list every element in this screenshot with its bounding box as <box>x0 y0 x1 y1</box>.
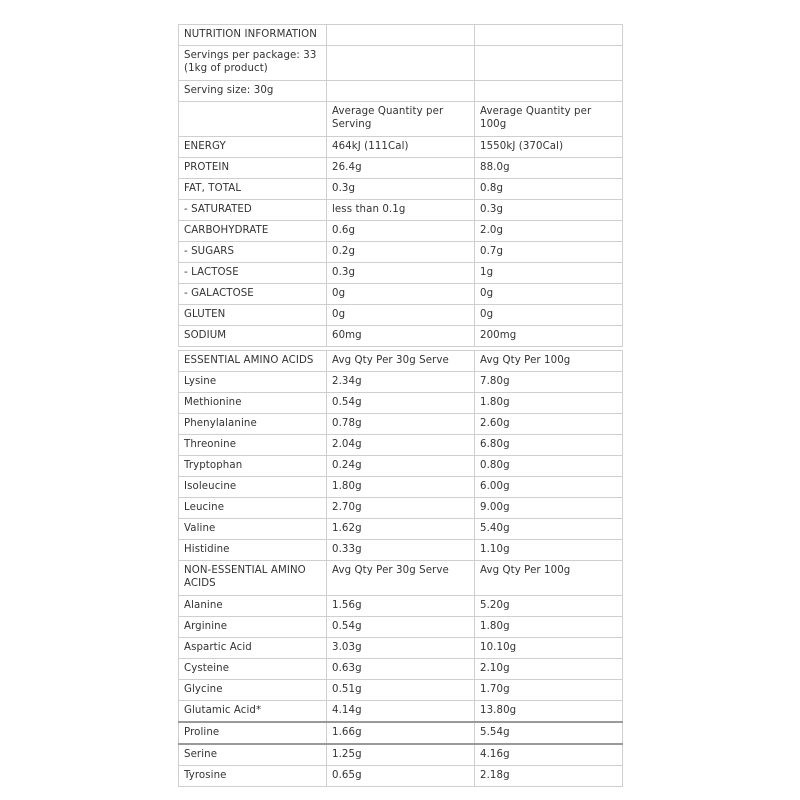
table-row <box>179 351 623 372</box>
non-essential-amino-acids-header: NON-ESSENTIAL AMINO ACIDS <box>179 561 327 596</box>
nutrient-name: Valine <box>179 519 327 540</box>
per-serving-value: less than 0.1g <box>327 200 475 221</box>
per-100g-value: 5.54g <box>475 722 623 744</box>
table-row <box>179 25 623 46</box>
per-serving-value: 1.56g <box>327 596 475 617</box>
empty-cell <box>475 25 623 46</box>
table-row <box>179 456 623 477</box>
column-header-per-serving: Avg Qty Per 30g Serve <box>327 561 475 596</box>
per-100g-value: 0.8g <box>475 179 623 200</box>
nutrition-information-table <box>178 24 623 347</box>
column-header-per-100g: Avg Qty Per 100g <box>475 351 623 372</box>
nutrient-name: - SATURATED <box>179 200 327 221</box>
per-serving-value: 0.54g <box>327 617 475 638</box>
per-serving-value: 0g <box>327 305 475 326</box>
per-100g-value: 200mg <box>475 326 623 347</box>
per-serving-value: 0.3g <box>327 263 475 284</box>
table-row <box>179 221 623 242</box>
nutrient-name: CARBOHYDRATE <box>179 221 327 242</box>
table-row <box>179 46 623 81</box>
amino-acids-table <box>178 350 623 787</box>
per-serving-value: 464kJ (111Cal) <box>327 137 475 158</box>
nutrient-name: - GALACTOSE <box>179 284 327 305</box>
per-serving-value: 2.70g <box>327 498 475 519</box>
nutrient-name: Methionine <box>179 393 327 414</box>
nutrient-name: Glutamic Acid* <box>179 701 327 723</box>
per-serving-value: 1.62g <box>327 519 475 540</box>
table-row <box>179 263 623 284</box>
per-serving-value: 1.66g <box>327 722 475 744</box>
servings-per-package: Servings per package: 33 (1kg of product) <box>179 46 327 81</box>
nutrient-name: ENERGY <box>179 137 327 158</box>
table-row <box>179 498 623 519</box>
per-100g-value: 0.7g <box>475 242 623 263</box>
table-row <box>179 659 623 680</box>
per-100g-value: 2.10g <box>475 659 623 680</box>
per-serving-value: 2.04g <box>327 435 475 456</box>
per-100g-value: 1.70g <box>475 680 623 701</box>
column-header-per-serving: Avg Qty Per 30g Serve <box>327 351 475 372</box>
per-serving-value: 0.3g <box>327 179 475 200</box>
per-serving-value: 0.65g <box>327 766 475 787</box>
empty-cell <box>327 25 475 46</box>
essential-amino-acids-header: ESSENTIAL AMINO ACIDS <box>179 351 327 372</box>
per-100g-value: 5.20g <box>475 596 623 617</box>
per-serving-value: 0.6g <box>327 221 475 242</box>
table-row <box>179 701 623 723</box>
empty-cell <box>327 81 475 102</box>
nutrient-name: - LACTOSE <box>179 263 327 284</box>
serving-size: Serving size: 30g <box>179 81 327 102</box>
nutrient-name: - SUGARS <box>179 242 327 263</box>
per-100g-value: 13.80g <box>475 701 623 723</box>
per-100g-value: 4.16g <box>475 744 623 766</box>
per-serving-value: 2.34g <box>327 372 475 393</box>
per-serving-value: 0.24g <box>327 456 475 477</box>
per-100g-value: 1.10g <box>475 540 623 561</box>
table-row <box>179 81 623 102</box>
per-serving-value: 0.63g <box>327 659 475 680</box>
per-100g-value: 7.80g <box>475 372 623 393</box>
nutrient-name: Glycine <box>179 680 327 701</box>
per-100g-value: 10.10g <box>475 638 623 659</box>
table-row <box>179 200 623 221</box>
per-100g-value: 1.80g <box>475 617 623 638</box>
empty-cell <box>179 102 327 137</box>
per-serving-value: 0.33g <box>327 540 475 561</box>
table-row <box>179 596 623 617</box>
per-serving-value: 0.2g <box>327 242 475 263</box>
table-row <box>179 158 623 179</box>
per-100g-value: 1g <box>475 263 623 284</box>
per-100g-value: 0g <box>475 284 623 305</box>
table-row <box>179 179 623 200</box>
table-row <box>179 638 623 659</box>
per-100g-value: 0.3g <box>475 200 623 221</box>
per-100g-value: 0g <box>475 305 623 326</box>
table-row <box>179 617 623 638</box>
table-row <box>179 744 623 766</box>
nutrient-name: SODIUM <box>179 326 327 347</box>
per-serving-value: 0.78g <box>327 414 475 435</box>
table-row <box>179 722 623 744</box>
empty-cell <box>475 81 623 102</box>
per-100g-value: 1550kJ (370Cal) <box>475 137 623 158</box>
nutrient-name: Threonine <box>179 435 327 456</box>
per-serving-value: 0.54g <box>327 393 475 414</box>
table-row <box>179 435 623 456</box>
per-serving-value: 0.51g <box>327 680 475 701</box>
table-row <box>179 414 623 435</box>
table-row <box>179 326 623 347</box>
nutrient-name: Lysine <box>179 372 327 393</box>
nutrient-name: Arginine <box>179 617 327 638</box>
nutrient-name: Leucine <box>179 498 327 519</box>
nutrient-name: Alanine <box>179 596 327 617</box>
table-row <box>179 305 623 326</box>
nutrient-name: Histidine <box>179 540 327 561</box>
empty-cell <box>475 46 623 81</box>
per-serving-value: 60mg <box>327 326 475 347</box>
per-serving-value: 4.14g <box>327 701 475 723</box>
per-100g-value: 6.00g <box>475 477 623 498</box>
nutrient-name: Proline <box>179 722 327 744</box>
nutrient-name: Isoleucine <box>179 477 327 498</box>
per-100g-value: 2.18g <box>475 766 623 787</box>
table-row <box>179 137 623 158</box>
per-serving-value: 1.25g <box>327 744 475 766</box>
nutrient-name: PROTEIN <box>179 158 327 179</box>
nutrient-name: Cysteine <box>179 659 327 680</box>
table-row <box>179 284 623 305</box>
nutrient-name: FAT, TOTAL <box>179 179 327 200</box>
per-100g-value: 5.40g <box>475 519 623 540</box>
table-row <box>179 540 623 561</box>
nutrient-name: GLUTEN <box>179 305 327 326</box>
empty-cell <box>327 46 475 81</box>
per-100g-value: 9.00g <box>475 498 623 519</box>
per-100g-value: 88.0g <box>475 158 623 179</box>
table-row <box>179 242 623 263</box>
per-serving-value: 0g <box>327 284 475 305</box>
table-row <box>179 519 623 540</box>
table-row <box>179 102 623 137</box>
per-100g-value: 0.80g <box>475 456 623 477</box>
per-100g-value: 6.80g <box>475 435 623 456</box>
nutrient-name: Tryptophan <box>179 456 327 477</box>
table-row <box>179 393 623 414</box>
column-header-per-100g: Average Quantity per 100g <box>475 102 623 137</box>
table-row <box>179 372 623 393</box>
per-100g-value: 1.80g <box>475 393 623 414</box>
table-row <box>179 561 623 596</box>
per-serving-value: 3.03g <box>327 638 475 659</box>
nutrient-name: Phenylalanine <box>179 414 327 435</box>
table-row <box>179 477 623 498</box>
nutrient-name: Serine <box>179 744 327 766</box>
column-header-per-100g: Avg Qty Per 100g <box>475 561 623 596</box>
per-100g-value: 2.60g <box>475 414 623 435</box>
column-header-per-serving: Average Quantity per Serving <box>327 102 475 137</box>
per-serving-value: 1.80g <box>327 477 475 498</box>
table-row <box>179 766 623 787</box>
nutrient-name: Tyrosine <box>179 766 327 787</box>
table-row <box>179 680 623 701</box>
per-serving-value: 26.4g <box>327 158 475 179</box>
nutrient-name: Aspartic Acid <box>179 638 327 659</box>
per-100g-value: 2.0g <box>475 221 623 242</box>
nutrition-header: NUTRITION INFORMATION <box>179 25 327 46</box>
